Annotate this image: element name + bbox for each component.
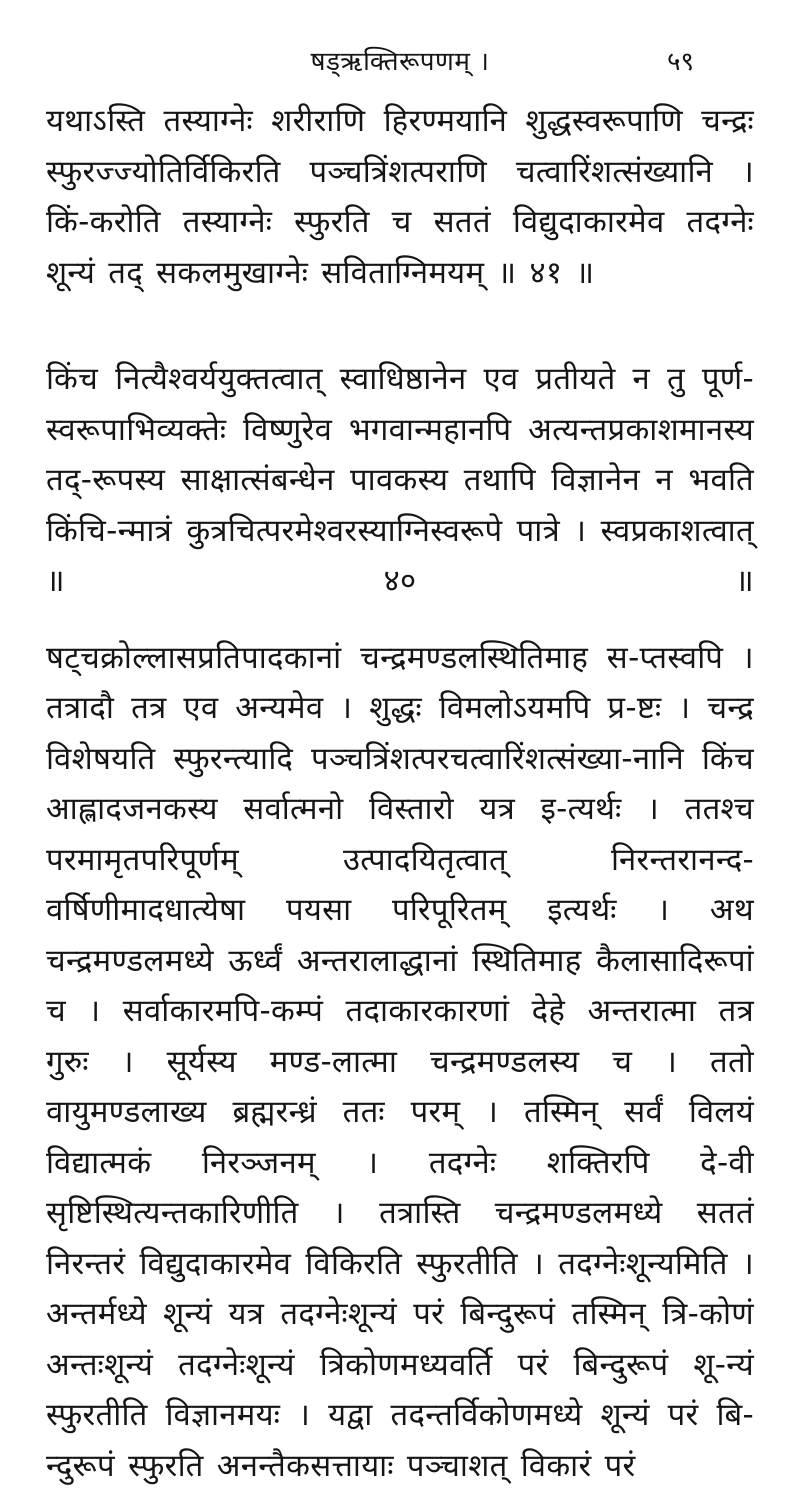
running-title: षड्ऋक्तिरूपणम् । (46, 42, 754, 78)
running-head (46, 28, 754, 84)
page-number: ५९ (667, 42, 694, 78)
paragraph-gap (46, 298, 754, 354)
verse-paragraph: यथाऽस्ति तस्याग्नेः शरीराणि हिरण्मयानि शुद्धस्वरूपाणि चन्द्रः स्फुरज्ज्योतिर्विकिरति पञ्चत्रिंशत्पराणि चत्वारिंशत्संख्यानि । किं-करोति तस्याग्नेः स्फुरति च सततं विद्युदाकारमेव तदग्नेः शून्यं तद् सकलमुखाग्नेः सविताग्निमयम् ॥ ४१ ॥ (46, 96, 754, 298)
commentary-paragraph-main: षट्चक्रोल्लासप्रतिपादकानां चन्द्रमण्डलस्थितिमाह स-प्तस्वपि । तत्रादौ तत्र एव अन्यमेव । शुद्धः विमलोऽयमपि प्र-ष्टः । चन्द्र विशेषयति स्फुरन्त्यादि पञ्चत्रिंशत्परचत्वारिंशत्संख्या-नानि किंच आह्लादजनकस्य सर्वात्मनो विस्तारो यत्र इ-त्यर्थः । ततश्च परमामृतपरिपूर्णम् उत्पादयितृत्वात् निरन्तरानन्द-वर्षिणीमादधात्येषा पयसा परिपूरितम् इत्यर्थः । अथ चन्द्रमण्डलमध्ये ऊर्ध्वं अन्तरालाद्धानां स्थितिमाह कैलासादिरूपां च । सर्वाकारमपि-कम्पं तदाकारकारणां देहे अन्तरात्मा तत्र गुरुः । सूर्यस्य मण्ड-लात्मा चन्द्रमण्डलस्य च । ततो वायुमण्डलाख्य ब्रह्मरन्ध्रं ततः परम् । तस्मिन् सर्वं विलयं विद्यात्मकं निरञ्जनम् । तदग्नेः शक्तिरपि दे-वी सृष्टिस्थित्यन्तकारिणीति । तत्रास्ति चन्द्रमण्डलमध्ये सततं (46, 633, 754, 1239)
commentary-paragraph-first: किंच नित्यैश्वर्ययुक्तत्वात् स्वाधिष्ठानेन एव प्रतीयते न तु पूर्ण-स्वरूपाभिव्यक्तेः विष्णुरेव भगवान्महानपि अत्यन्तप्रकाशमानस्य तद्-रूपस्य साक्षात्संबन्धेन पावकस्य तथापि विज्ञानेन न भवति किंचि-न्मात्रं कुत्रचित्परमेश्वरस्याग्निस्वरूपे पात्रे । स्वप्रकाशत्वात् ॥ ४० ॥ (46, 354, 754, 607)
paragraph-gap-small (46, 607, 754, 633)
commentary-paragraph-continued: निरन्तरं विद्युदाकारमेव विकिरति स्फुरतीति । तदग्नेःशून्यमिति । अन्तर्मध्ये शून्यं यत्र तदग्नेःशून्यं परं बिन्दुरूपं तस्मिन् त्रि-कोणं अन्तःशून्यं तदग्नेःशून्यं त्रिकोणमध्यवर्ति परं बिन्दुरूपं शू-न्यं स्फुरतीति विज्ञानमयः । यद्वा तदन्तर्विकोणमध्ये शून्यं परं बि-न्दुरूपं स्फुरति अनन्तैकसत्तायाः पञ्चाशत् विकारं परं (46, 1239, 754, 1491)
